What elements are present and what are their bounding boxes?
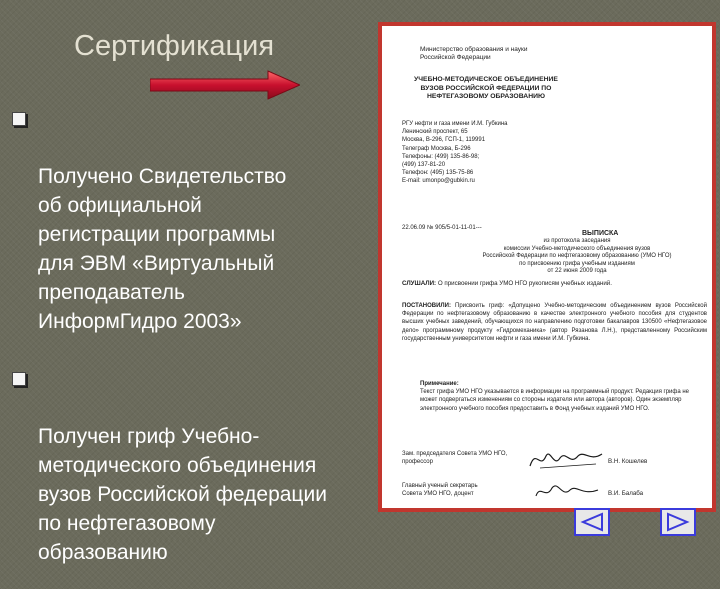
next-slide-button[interactable]: [660, 508, 696, 536]
doc-resolved-label: ПОСТАНОВИЛИ:: [402, 303, 451, 309]
square-bullet-icon: [12, 372, 26, 386]
doc-note: [420, 380, 705, 413]
doc-address: РГУ нефти и газа имени И.М. Губкина Ленинский проспект, 65 Москва, В-296, ГСП-1, 119991 Телеграф Москва, Б-296 Телефоны: (499) 135-86-98; (499) 137-81-20 Телефон: (495) 135-75-86 E-mail: umonpo@gubkin.ru: [402, 121, 508, 185]
signature-2-icon: [532, 478, 602, 504]
doc-heard-text: О присвоении грифа УМО НГО рукописям учебных изданий.: [437, 280, 612, 287]
triangle-left-icon: [580, 512, 604, 532]
doc-note-label: Примечание:: [420, 381, 459, 387]
red-arrow-icon: [150, 70, 300, 100]
doc-resolved: [402, 302, 707, 343]
bullet-text: Получено Свидетельство об официальной регистрации программы для ЭВМ «Виртуальный преподаватель ИнформГидро 2003»: [38, 165, 287, 333]
doc-ministry: Министерство образования и науки Российской Федерации: [420, 46, 528, 61]
doc-note-text: Текст грифа УМО НГО указывается в информации на программный продукт. Редакция грифа не может подвергаться изменениям со стороны издателя или автора (авторов). Один экземпляр электронного учебного пособия предоставить в Фонд учебных изданий УМО НГО.: [420, 389, 689, 412]
triangle-right-icon: [666, 512, 690, 532]
doc-number: 22.06.09 № 905/5-01-11-01---: [402, 225, 482, 231]
doc-extract-title: ВЫПИСКА: [582, 230, 619, 237]
bullet-text: Получен гриф Учебно- методического объединения вузов Российской федерации по нефтегазовому образованию: [38, 425, 327, 564]
doc-extract-subtitle: из протокола заседания комиссии Учебно-методического объединения вузов Российской Федерации по нефтегазовому образованию (УМО НГО) по присвоению грифа учебным изданиям от 22 июня 2009 года: [482, 238, 672, 274]
doc-signer-2-role: Главный ученый секретарь Совета УМО НГО, доцент: [402, 483, 478, 497]
square-bullet-icon: [12, 112, 26, 126]
doc-heard: [402, 280, 702, 288]
doc-heard-label: СЛУШАЛИ:: [402, 280, 437, 287]
doc-signer-1-name: В.Н. Кошелев: [608, 458, 648, 465]
document-scan: [392, 32, 707, 504]
slide-title: Сертификация: [74, 30, 275, 62]
doc-organization: УЧЕБНО-МЕТОДИЧЕСКОЕ ОБЪЕДИНЕНИЕ ВУЗОВ РОССИЙСКОЙ ФЕДЕРАЦИИ ПО НЕФТЕГАЗОВОМУ ОБРАЗОВАНИЮ: [414, 76, 558, 100]
bullet-item: [12, 104, 374, 336]
signature-1-icon: [526, 444, 606, 474]
certificate-document-image: [378, 22, 716, 512]
doc-signer-2-name: В.И. Балаба: [608, 490, 644, 497]
doc-signer-1-role: Зам. председателя Совета УМО НГО, профессор: [402, 451, 508, 465]
doc-resolved-text: Присвоить гриф: «Допущено Учебно-методическим объединением вузов Российской Федерации по нефтегазовому образованию в качестве электронного учебного пособия для студентов высших учебных заведений, обучающихся по направлению подготовки бакалавров 130500 «Нефтегазовое дело» программному продукту «Гидромеханика» (автор Рязанова Л.Н.), представленному Российским государственным университетом нефти и газа имени И.М. Губкина.: [402, 303, 707, 342]
previous-slide-button[interactable]: [574, 508, 610, 536]
bullet-list: [12, 104, 374, 589]
bullet-item: [12, 364, 374, 567]
